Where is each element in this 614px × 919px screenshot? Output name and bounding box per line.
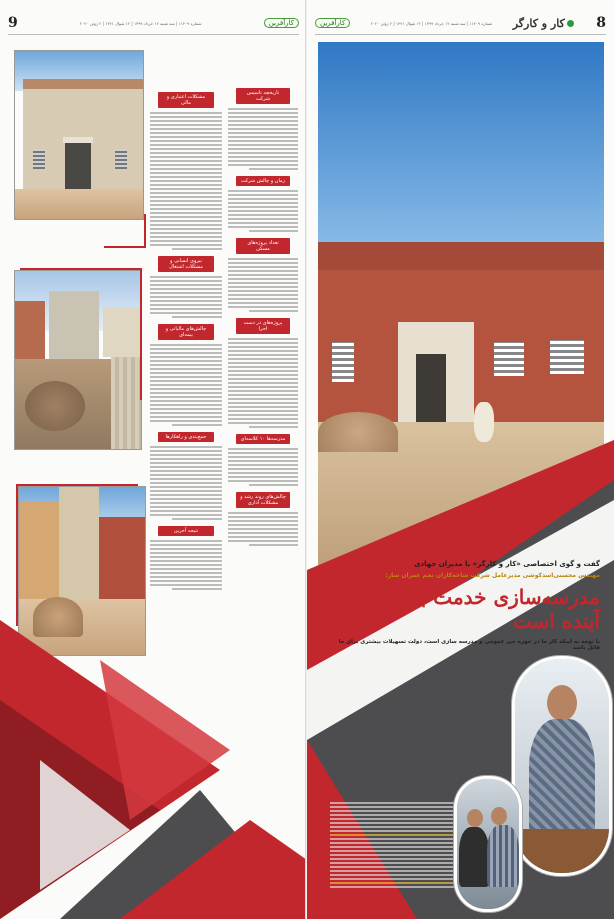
kicker: گفت و گوی اختصاصی «کار و کارگر» با مدیران جهادی (414, 560, 600, 568)
left-masthead (8, 12, 299, 35)
section-heading: نتیجه آخرین (158, 526, 214, 536)
school-building-photo-1 (14, 50, 144, 220)
portrait-small (454, 776, 522, 912)
brand-text: کار و کارگر (512, 16, 565, 30)
section-heading: زمان و چالش شرکت (236, 176, 290, 186)
section-heading: مدرسه‌ها ۱۰ کلاسه‌ای (236, 434, 290, 444)
text-column-middle (150, 86, 222, 592)
dateline: شماره ۱۱۴۰۹ | سه شنبه ۱۲ خرداد ۱۳۹۹ | ۱۲ شوال ۱۴۴۱ | ۲ ژوئن ۲۰۲۰ (79, 20, 202, 26)
portrait-large (512, 656, 612, 876)
logo: کارآفرین (315, 18, 350, 28)
pull-quote: با توجه به اینکه کار ما در حوزه خیر عمومی و مدرسه سازی است، دولت تسهیلات بیشتری برای ما قائل باشد (338, 639, 600, 651)
section-heading: تاریخچه تاسیس شرکت (236, 88, 290, 104)
section-heading: مشکلات اعتباری و مالی (158, 92, 214, 108)
headline-block (330, 560, 600, 651)
dateline: شماره ۱۱۴۰۹ | سه شنبه ۱۲ خرداد ۱۳۹۹ | ۱۲ شوال ۱۴۴۱ | ۲ ژوئن ۲۰۲۰ (370, 20, 493, 26)
text-column-right (228, 82, 298, 548)
photo-frame-accent (104, 214, 146, 248)
red-geometric-decoration (0, 560, 307, 919)
section-heading: نیروی انسانی و مشکلات اشتغال (158, 256, 214, 272)
section-heading: چالش‌های روند رشد و مشکلات اداری (236, 492, 290, 508)
headline: مدرسه‌سازی خدمت به نسل آینده است (364, 585, 600, 633)
right-masthead (315, 12, 606, 35)
subtitle: مهندس محسنی‌اسدکوشی مدیرعامل شرکت شاخه‌کاران نجم عمران ساز: (385, 572, 600, 579)
page-number: 8 (596, 15, 606, 31)
brand-name (513, 17, 576, 30)
section-heading: جمع‌بندی و راهکارها (158, 432, 214, 442)
section-heading: تعداد پروژه‌های مسکن (236, 238, 290, 254)
logo: کارآفرین (264, 18, 299, 28)
photo-frame-accent-2 (20, 268, 142, 400)
page-number: 9 (8, 15, 18, 31)
section-heading: پروژه‌های در دست اجرا (236, 318, 290, 334)
section-heading: چالش‌های مالیاتی و بیمه‌ای (158, 324, 214, 340)
